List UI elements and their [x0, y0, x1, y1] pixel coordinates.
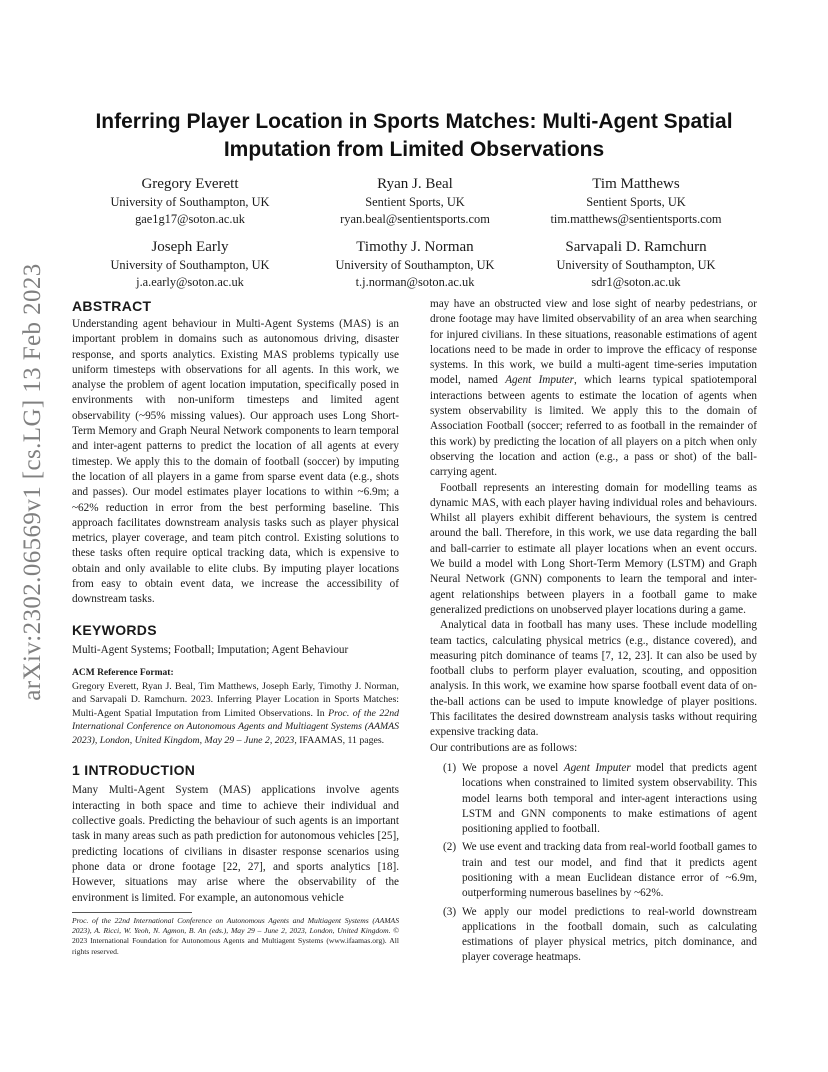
author-affiliation: University of Southampton, UK	[556, 258, 716, 272]
author-name: Tim Matthews	[592, 176, 680, 192]
arxiv-id: arXiv:2302.06569v1 [cs.LG] 13 Feb 2023	[19, 263, 46, 701]
author-email: t.j.norman@soton.ac.uk	[355, 274, 475, 289]
author-affiliation: Sentient Sports, UK	[365, 195, 465, 209]
arxiv-sidebar-stamp	[13, 263, 53, 701]
acm-reference-heading: ACM Reference Format:	[72, 667, 174, 678]
author-card	[516, 237, 756, 290]
author-card	[295, 174, 535, 227]
acm-reference-text: Gregory Everett, Ryan J. Beal, Tim Matthews, Joseph Early, Timothy J. Norman, and Sarvapali D. Ramchurn. 2023. Inferring Player Location in Sports Matches: Multi-Agent Spatial Imputation from Limited Observations. In Proc. of the 22nd International Conference on Autonomous Agents and Multiagent Systems (AAMAS 2023), London, United Kingdom, May 29 – June 2, 2023, IFAAMAS, 11 pages.	[72, 680, 399, 746]
author-email: tim.matthews@sentientsports.com	[550, 211, 722, 226]
author-card	[70, 237, 310, 290]
author-name: Timothy J. Norman	[356, 239, 474, 255]
author-card	[70, 174, 310, 227]
author-card	[516, 174, 756, 227]
contributions-intro: Our contributions are as follows:	[430, 741, 578, 754]
author-name: Joseph Early	[151, 239, 229, 255]
author-name: Sarvapali D. Ramchurn	[565, 239, 707, 255]
keywords-text: Multi-Agent Systems; Football; Imputation; Agent Behaviour	[72, 643, 349, 656]
introduction-paragraph: Football represents an interesting domain for modelling teams as dynamic MAS, with each player having individual roles and behaviours. Whilst all players exhibit different behaviours, the system is centred around the ball. Therefore, in this work, we use data regarding the ball and ball-carrier to estimate all player locations when an event occurs. We build a model with Long Short-Term Memory (LSTM) and Graph Neural Network (GNN) components to learn the temporal and inter-agent relationships between players in a football game to make generalized predictions on unobserved player locations during a game.	[430, 481, 757, 616]
conference-footnote: Proc. of the 22nd International Conference on Autonomous Agents and Multiagent Systems (AAMAS 2023), A. Ricci, W. Yeoh, N. Agmon, B. An (eds.), May 29 – June 2, 2023, London, United Kingdom. © 2023 International Foundation for Autonomous Agents and Multiagent Systems (www.ifaamas.org). All rights reserved.	[72, 915, 399, 956]
abstract-text: Understanding agent behaviour in Multi-Agent Systems (MAS) is an important problem in domains such as autonomous driving, disaster response, and sports analytics. Existing MAS problems typically use uniform timesteps with observations for all agents. In this work, we analyse the problem of agent location imputation, specifically posed in environments with non-uniform timesteps and limited agent observability (~95% missing values). Our approach uses Long Short-Term Memory and Graph Neural Network components to learn temporal and inter-agent patterns to predict the location of all agents at every timestep. We apply this to the domain of football (soccer) by imputing the location of all players in a game from sparse event data (e.g., shots and passes). Our model estimates player locations to within ~6.9m; a ~62% reduction in error from the best performing baseline. This approach facilitates downstream analysis tasks such as player physical metrics, player coverage, and team pitch control. Existing solutions to these tasks often require optical tracking data, which is expensive to obtain and only available to elite clubs. By imputing player locations from easy to obtain event data, we increase the accessibility of downstream tasks.	[72, 318, 399, 606]
left-column	[72, 297, 399, 957]
author-email: ryan.beal@sentientsports.com	[340, 211, 490, 226]
introduction-paragraph: Many Multi-Agent System (MAS) applications involve agents interacting in both space and time to achieve their individual and collective goals. Predicting the behaviour of such agents is an important task in many areas such as path prediction for autonomous vehicles [25], predicting locations of civilians in disaster response scenarios using phone data or drone footage [22, 27], and sports analytics [18]. However, situations may arise where the observability of the environment is limited. For example, an autonomous vehicle	[72, 784, 399, 904]
contributions-list	[430, 761, 757, 966]
footnote-divider	[72, 912, 192, 913]
author-name: Gregory Everett	[141, 176, 239, 192]
introduction-paragraph: Analytical data in football has many uses. These include modelling team tactics, calculating physical metrics (e.g., distance covered), and measuring pitch dominance of teams [7, 12, 23]. It can also be used by football clubs to perform player evaluation, scouting, and opposition analysis. In this work, we examine how sparse football event data of on-the-ball actions can be used to impute knowledge of player positions. This facilitates the desired downstream analysis tasks without requiring expensive tracking data.	[430, 619, 757, 739]
contribution-item: (1) We propose a novel Agent Imputer model that predicts agent locations when constrained to limited system observability. This model learns both temporal and inter-agent interactions using LSTM and GNN components to make estimations of agent positioning applied to football.	[443, 761, 757, 836]
author-affiliation: Sentient Sports, UK	[586, 195, 686, 209]
introduction-paragraph-continued: may have an obstructed view and lose sight of nearby pedestrians, or drone footage may have limited observability of an area when searching for injured civilians. In these situations, reasonable estimations of agent locations need to be made in order to improve the efficacy of response systems. In this work, we build a multi-agent time-series imputation model, named Agent Imputer, which learns typical spatiotemporal interactions between agents to estimate the location of agents when system observability is limited. We apply this to the domain of Association Football (soccer; referred to as football in the remainder of this work) by predicting the location of all players on a pitch when only observing the location and action (e.g., a pass or shot) of the ball-carrying agent.	[430, 298, 757, 479]
keywords-heading: KEYWORDS	[72, 621, 157, 638]
right-column	[430, 297, 757, 966]
author-email: gae1g17@soton.ac.uk	[135, 211, 245, 226]
contribution-item: (3) We apply our model predictions to real-world downstream applications in the football domain, such as calculating estimations of player physical metrics, pitch dominance, and player coverage heatmaps.	[443, 905, 757, 964]
abstract-heading: ABSTRACT	[72, 298, 152, 314]
contribution-item: (2) We use event and tracking data from real-world football games to train and test our model, and find that it predicts agent positioning with a mean Euclidean distance error of ~6.9m, outperforming numerous baselines by ~62%.	[443, 841, 757, 900]
author-card	[295, 237, 535, 290]
paper-title: Inferring Player Location in Sports Matches: Multi-Agent Spatial Imputation from Limited Observations	[95, 110, 733, 161]
author-affiliation: University of Southampton, UK	[335, 258, 495, 272]
author-email: sdr1@soton.ac.uk	[591, 274, 681, 289]
author-name: Ryan J. Beal	[377, 176, 453, 192]
author-affiliation: University of Southampton, UK	[110, 258, 270, 272]
author-affiliation: University of Southampton, UK	[110, 195, 270, 209]
author-email: j.a.early@soton.ac.uk	[136, 274, 244, 289]
introduction-heading: 1 INTRODUCTION	[72, 762, 196, 779]
